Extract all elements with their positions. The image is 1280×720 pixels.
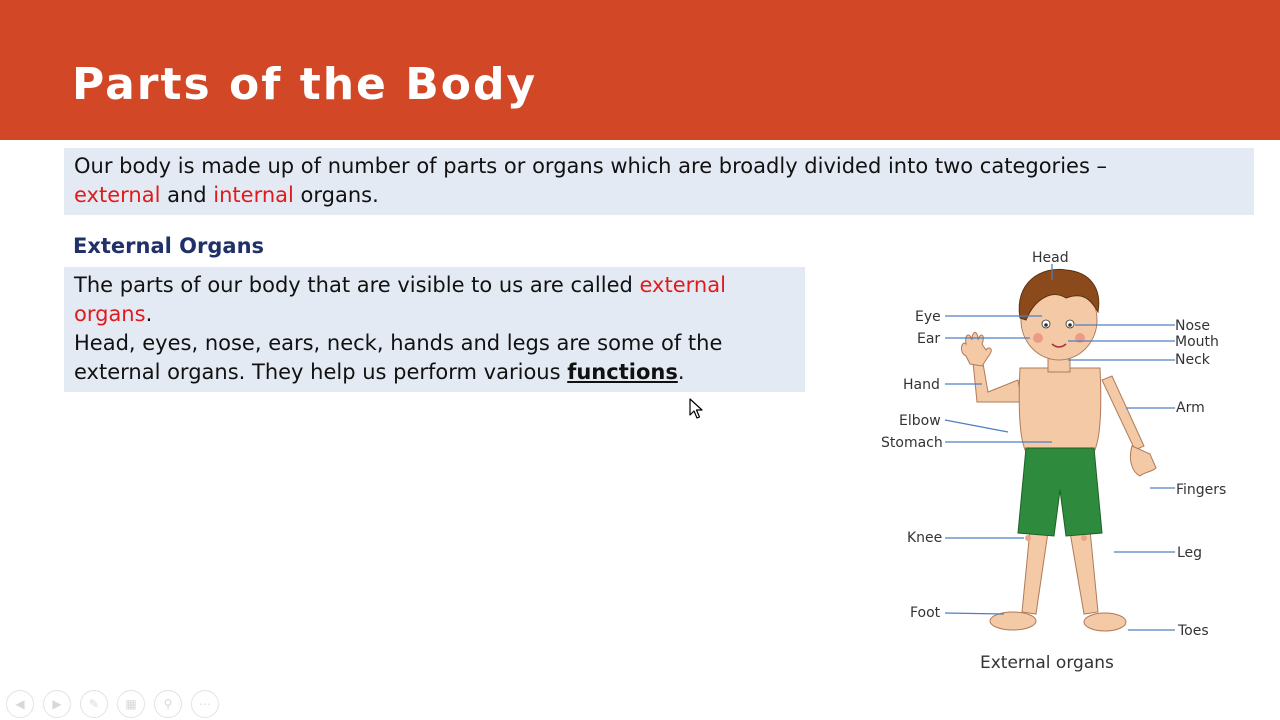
more-icon[interactable]: ⋯ bbox=[191, 690, 219, 718]
label-arm: Arm bbox=[1176, 400, 1205, 416]
functions-link[interactable]: functions bbox=[567, 360, 678, 384]
and-text: and bbox=[160, 183, 214, 207]
external-organs-text bbox=[74, 271, 799, 387]
definition-end: . bbox=[145, 302, 153, 326]
title-banner bbox=[0, 0, 1280, 140]
definition-paragraph bbox=[74, 271, 799, 329]
definition-text: The parts of our body that are visible to us are called bbox=[74, 273, 640, 297]
mouse-cursor-icon bbox=[689, 398, 703, 420]
label-head: Head bbox=[1032, 250, 1069, 266]
intro-text-part2: organs. bbox=[293, 183, 379, 207]
label-fingers: Fingers bbox=[1176, 482, 1227, 498]
label-foot: Foot bbox=[910, 605, 941, 621]
boy-illustration bbox=[961, 269, 1156, 631]
examples-paragraph bbox=[74, 329, 799, 387]
label-eye: Eye bbox=[915, 309, 941, 325]
presentation-toolbar bbox=[6, 690, 219, 718]
label-knee: Knee bbox=[907, 530, 943, 546]
prev-icon[interactable]: ◀ bbox=[6, 690, 34, 718]
slide-title: Parts of the Body bbox=[72, 59, 538, 110]
label-mouth: Mouth bbox=[1175, 334, 1219, 350]
label-nose: Nose bbox=[1175, 318, 1210, 334]
examples-text: Head, eyes, nose, ears, neck, hands and legs are some of the external organs. They help us perform various bbox=[74, 331, 723, 384]
label-stomach: Stomach bbox=[881, 435, 943, 451]
external-organs-box bbox=[64, 267, 805, 392]
external-organs-heading: External Organs bbox=[73, 234, 265, 258]
label-elbow: Elbow bbox=[899, 413, 941, 429]
diagram-caption: External organs bbox=[980, 653, 1114, 673]
body-diagram bbox=[870, 240, 1270, 685]
next-icon[interactable]: ▶ bbox=[43, 690, 71, 718]
intro-text bbox=[74, 152, 1249, 210]
intro-text-part1: Our body is made up of number of parts or organs which are broadly divided into two categories – bbox=[74, 154, 1108, 178]
intro-box bbox=[64, 148, 1254, 215]
zoom-icon[interactable]: ⚲ bbox=[154, 690, 182, 718]
pen-icon[interactable]: ✎ bbox=[80, 690, 108, 718]
label-leg: Leg bbox=[1177, 545, 1203, 561]
label-ear: Ear bbox=[917, 331, 941, 347]
external-keyword: external bbox=[74, 183, 161, 207]
label-hand: Hand bbox=[903, 377, 940, 393]
external-organs-highlight: external organs bbox=[74, 273, 726, 326]
internal-keyword: internal bbox=[213, 183, 294, 207]
slides-icon[interactable]: ▦ bbox=[117, 690, 145, 718]
label-neck: Neck bbox=[1175, 352, 1210, 368]
label-toes: Toes bbox=[1178, 623, 1209, 639]
examples-end: . bbox=[677, 360, 685, 384]
